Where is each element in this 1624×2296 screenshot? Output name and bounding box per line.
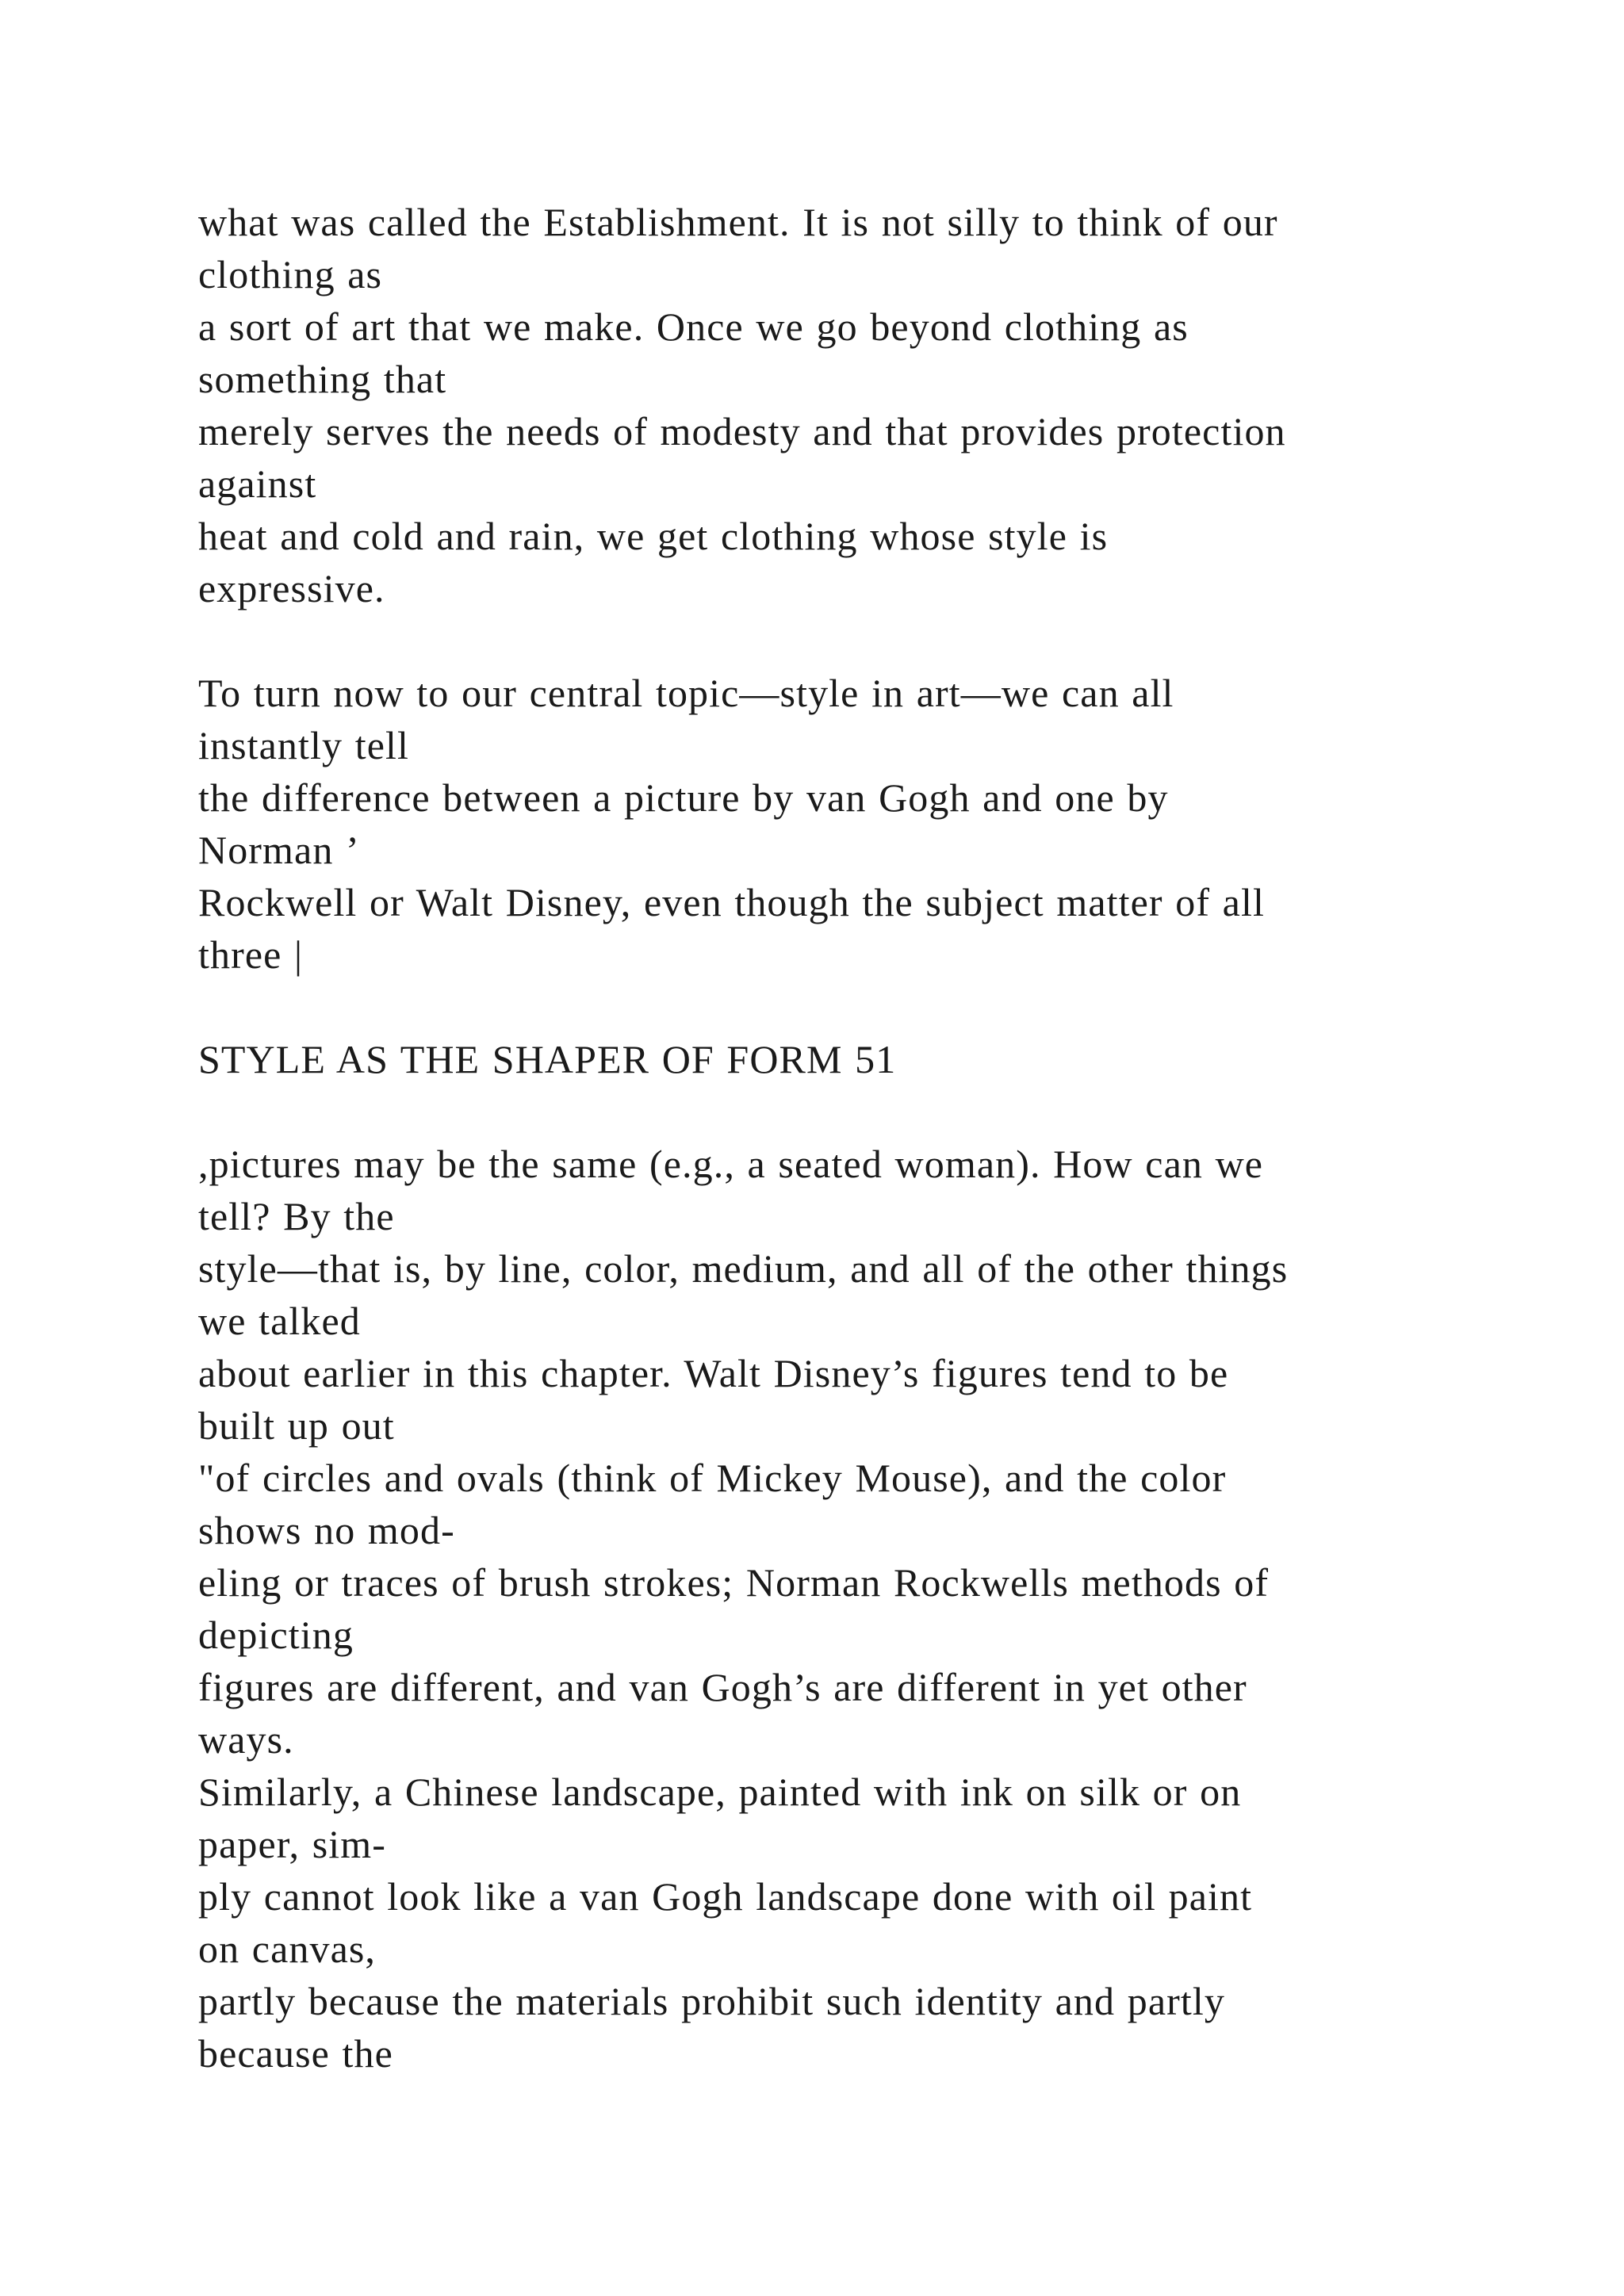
text-line: about earlier in this chapter. Walt Disney’s figures tend to be: [198, 1351, 1229, 1395]
paragraph-clothing: [198, 196, 1451, 614]
text-line: a sort of art that we make. Once we go beyond clothing as: [198, 304, 1189, 349]
text-line: shows no mod-: [198, 1508, 455, 1552]
paragraph-pictures: [198, 1138, 1451, 2080]
running-head-text: STYLE AS THE SHAPER OF FORM 51: [198, 1037, 897, 1081]
text-line: clothing as: [198, 252, 383, 297]
text-line: ,pictures may be the same (e.g., a seated woman). How can we: [198, 1142, 1264, 1186]
text-line: "of circles and ovals (think of Mickey Mouse), and the color: [198, 1456, 1227, 1500]
text-line: ply cannot look like a van Gogh landscape done with oil paint: [198, 1874, 1253, 1919]
paragraph-style-in-art: [198, 667, 1451, 981]
paragraph-gap: [198, 614, 1451, 667]
document-page: [198, 196, 1451, 2080]
text-line: something that: [198, 357, 447, 401]
text-line: expressive.: [198, 566, 385, 610]
text-line: tell? By the: [198, 1194, 395, 1238]
text-line: Rockwell or Walt Disney, even though the subject matter of all: [198, 880, 1265, 924]
text-line: the difference between a picture by van Gogh and one by: [198, 775, 1169, 820]
text-line: Similarly, a Chinese landscape, painted with ink on silk or on: [198, 1770, 1242, 1814]
text-line: instantly tell: [198, 723, 409, 767]
text-line: figures are different, and van Gogh’s are different in yet other: [198, 1665, 1247, 1709]
text-line: ways.: [198, 1717, 294, 1762]
text-line: style—that is, by line, color, medium, and all of the other things: [198, 1246, 1289, 1291]
paragraph-gap: [198, 981, 1451, 1033]
text-line: partly because the materials prohibit such identity and partly: [198, 1979, 1225, 2023]
paragraph-gap: [198, 1085, 1451, 1138]
text-line: Norman ’: [198, 828, 360, 872]
text-line: three |: [198, 932, 304, 977]
text-line: depicting: [198, 1613, 354, 1657]
text-line: built up out: [198, 1403, 395, 1448]
text-line: eling or traces of brush strokes; Norman Rockwells methods of: [198, 1560, 1270, 1605]
running-head: [198, 1033, 1451, 1085]
text-line: paper, sim-: [198, 1822, 387, 1866]
text-line: against: [198, 461, 317, 506]
text-line: on canvas,: [198, 1927, 377, 1971]
text-line: heat and cold and rain, we get clothing whose style is: [198, 514, 1109, 558]
text-line: merely serves the needs of modesty and that provides protection: [198, 409, 1286, 453]
text-line: because the: [198, 2031, 393, 2076]
text-line: what was called the Establishment. It is not silly to think of our: [198, 200, 1278, 244]
text-line: we talked: [198, 1299, 361, 1343]
text-line: To turn now to our central topic—style in art—we can all: [198, 671, 1174, 715]
